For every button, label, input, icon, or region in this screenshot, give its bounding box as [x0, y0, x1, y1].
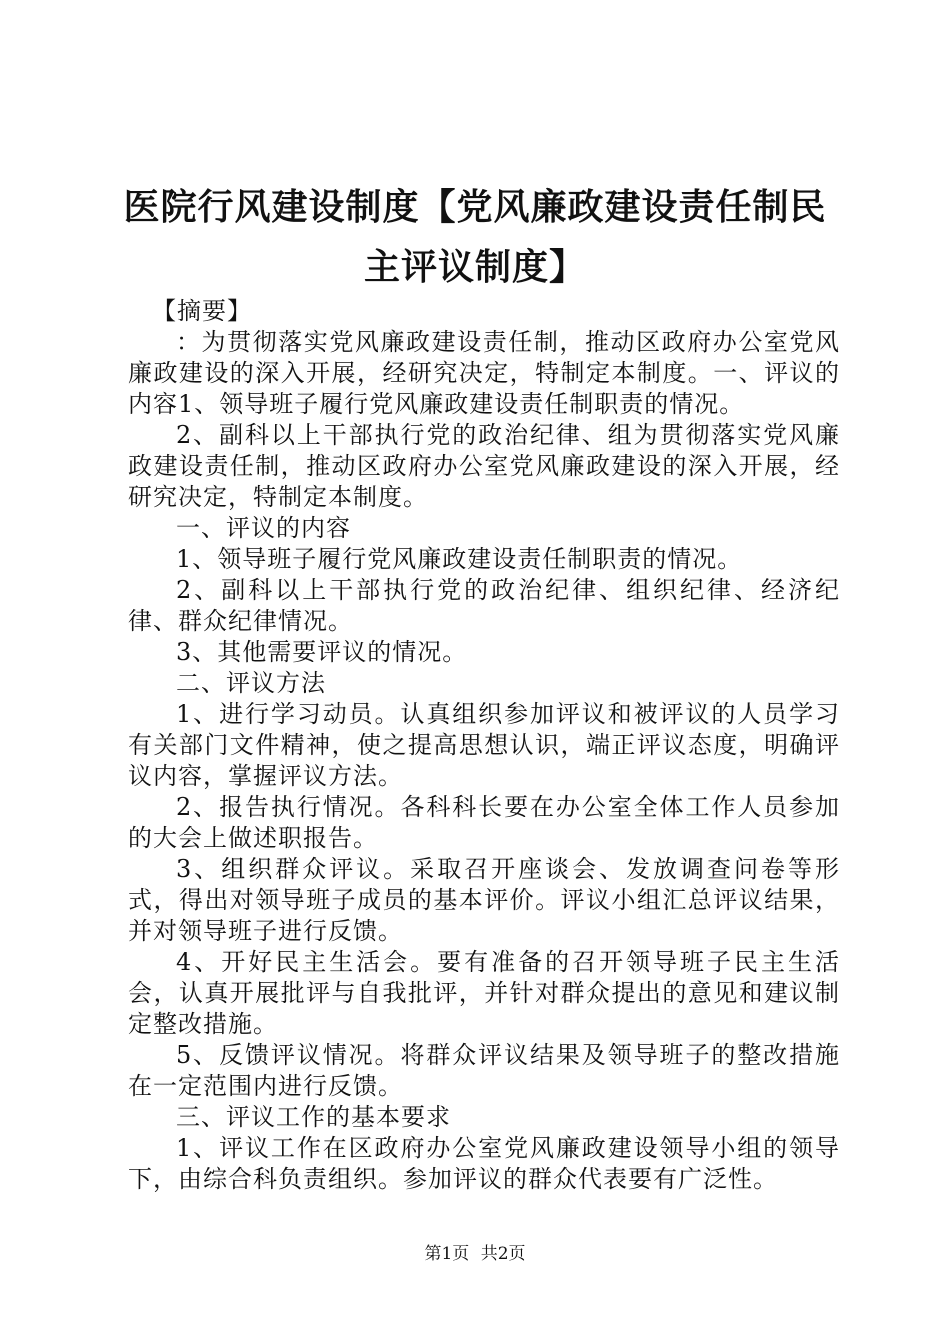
page-number: 第1页 [424, 1244, 470, 1264]
document-body [128, 296, 840, 1195]
paragraph: 2、副科以上干部执行党的政治纪律、组为贯彻落实党风廉政建设责任制，推动区政府办公室党风廉政建设的深入开展，经研究决定，特制定本制度。 [128, 421, 840, 511]
page-total: 共2页 [480, 1244, 526, 1264]
paragraph: ：为贯彻落实党风廉政建设责任制，推动区政府办公室党风廉政建设的深入开展，经研究决定，特制定本制度。一、评议的内容1、领导班子履行党风廉政建设责任制职责的情况。 [128, 328, 840, 418]
paragraph: 1、评议工作在区政府办公室党风廉政建设领导小组的领导下，由综合科负责组织。参加评议的群众代表要有广泛性。 [128, 1134, 840, 1193]
paragraph: 5、反馈评议情况。将群众评议结果及领导班子的整改措施在一定范围内进行反馈。 [128, 1041, 840, 1100]
paragraph: 2、报告执行情况。各科科长要在办公室全体工作人员参加的大会上做述职报告。 [128, 793, 840, 852]
summary-label: 【摘要】 [152, 297, 252, 325]
paragraph: 3、组织群众评议。采取召开座谈会、发放调查问卷等形式，得出对领导班子成员的基本评价。评议小组汇总评议结果，并对领导班子进行反馈。 [128, 855, 840, 945]
section-heading: 三、评议工作的基本要求 [176, 1103, 451, 1131]
section-heading: 一、评议的内容 [176, 514, 351, 542]
document-title: 医院行风建设制度【党风廉政建设责任制民主评议制度】 [123, 187, 827, 288]
paragraph: 1、进行学习动员。认真组织参加评议和被评议的人员学习有关部门文件精神，使之提高思想认识，端正评议态度，明确评议内容，掌握评议方法。 [128, 700, 840, 790]
paragraph: 4、开好民主生活会。要有准备的召开领导班子民主生活会，认真开展批评与自我批评，并针对群众提出的意见和建议制定整改措施。 [128, 948, 840, 1038]
page-footer [0, 1242, 950, 1266]
paragraph: 1、领导班子履行党风廉政建设责任制职责的情况。 [176, 545, 743, 573]
paragraph: 2、副科以上干部执行党的政治纪律、组织纪律、经济纪律、群众纪律情况。 [128, 576, 840, 635]
paragraph: 3、其他需要评议的情况。 [176, 638, 468, 666]
section-heading: 二、评议方法 [176, 669, 326, 697]
